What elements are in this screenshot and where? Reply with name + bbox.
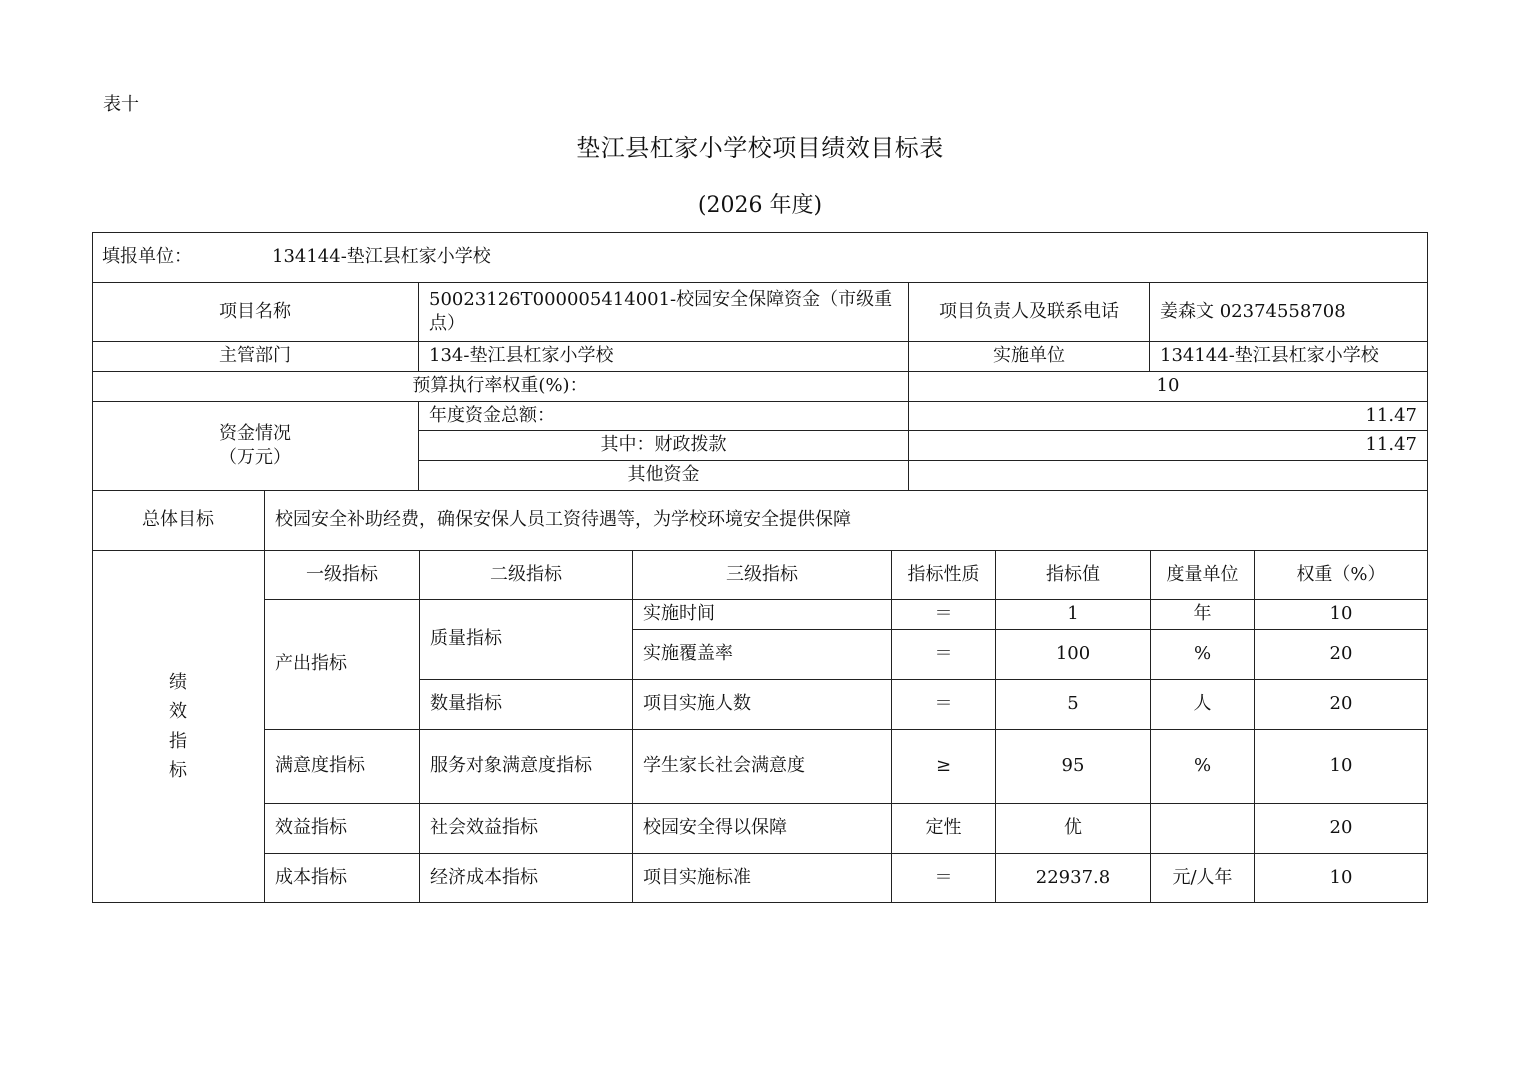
indicator-row-4-value: 95 — [996, 730, 1151, 804]
indicator-row-4-unit: % — [1151, 730, 1255, 804]
indicator-row-4-weight: 10 — [1255, 730, 1428, 804]
implementing-unit-label: 实施单位 — [909, 342, 1150, 372]
indicator-row-1-unit: 年 — [1151, 600, 1255, 630]
indicator-row-6-value: 22937.8 — [996, 854, 1151, 903]
header-level3: 三级指标 — [633, 551, 892, 600]
header-level1: 一级指标 — [265, 551, 420, 600]
funds-total-value: 11.47 — [909, 402, 1428, 431]
department-label: 主管部门 — [92, 342, 419, 372]
overall-goal-label: 总体目标 — [92, 491, 265, 551]
budget-rate-value: 10 — [909, 372, 1428, 402]
indicator-row-6-level3: 项目实施标准 — [633, 854, 892, 903]
indicator-row-2-weight: 20 — [1255, 630, 1428, 680]
indicator-row-6-nature: ＝ — [892, 854, 996, 903]
indicator-row-5-nature: 定性 — [892, 804, 996, 854]
level2-economic-cost: 经济成本指标 — [420, 854, 633, 903]
performance-target-table — [92, 232, 1428, 903]
reporting-unit-row — [92, 232, 1428, 283]
indicator-section-char-4: 标 — [169, 759, 187, 781]
header-weight: 权重（%） — [1255, 551, 1428, 600]
indicator-row-1-nature: ＝ — [892, 600, 996, 630]
indicator-row-5-unit — [1151, 804, 1255, 854]
indicator-row-3-value: 5 — [996, 680, 1151, 730]
indicator-section-char-2: 效 — [169, 701, 187, 723]
level2-service-satisfaction: 服务对象满意度指标 — [420, 730, 633, 804]
overall-goal-text: 校园安全补助经费，确保安保人员工资待遇等，为学校环境安全提供保障 — [265, 491, 1428, 551]
funds-total-label: 年度资金总额： — [419, 402, 909, 431]
indicator-section-char-3: 指 — [169, 730, 187, 752]
department-value: 134-垫江县杠家小学校 — [419, 342, 909, 372]
indicator-row-2-value: 100 — [996, 630, 1151, 680]
table-label: 表十 — [103, 94, 139, 115]
indicator-row-3-unit: 人 — [1151, 680, 1255, 730]
level2-social-benefit: 社会效益指标 — [420, 804, 633, 854]
funds-label-line2: （万元） — [219, 447, 291, 468]
page-title: 垫江县杠家小学校项目绩效目标表 — [576, 134, 944, 162]
project-contact-value: 姜森文 02374558708 — [1150, 283, 1428, 342]
funds-fiscal-label: 其中：财政拨款 — [419, 431, 909, 461]
level1-cost: 成本指标 — [265, 854, 420, 903]
header-level2: 二级指标 — [420, 551, 633, 600]
indicator-row-2-unit: % — [1151, 630, 1255, 680]
funds-label-line1: 资金情况 — [219, 422, 291, 444]
indicator-row-4-nature: ≥ — [892, 730, 996, 804]
header-nature: 指标性质 — [892, 551, 996, 600]
level2-quality: 质量指标 — [420, 600, 633, 680]
indicator-row-2-level3: 实施覆盖率 — [633, 630, 892, 680]
indicator-row-4-level3: 学生家长社会满意度 — [633, 730, 892, 804]
project-name-label: 项目名称 — [92, 283, 419, 342]
indicator-row-6-weight: 10 — [1255, 854, 1428, 903]
indicator-section-char-1: 绩 — [169, 672, 187, 694]
header-unit: 度量单位 — [1151, 551, 1255, 600]
budget-rate-label: 预算执行率权重(%)： — [92, 372, 909, 402]
indicator-row-1-level3: 实施时间 — [633, 600, 892, 630]
level2-quantity: 数量指标 — [420, 680, 633, 730]
indicator-row-5-level3: 校园安全得以保障 — [633, 804, 892, 854]
report-year: (2026 年度) — [697, 193, 823, 218]
level1-satisfaction: 满意度指标 — [265, 730, 420, 804]
project-name-value: 50023126T000005414001-校园安全保障资金（市级重点） — [419, 283, 909, 342]
indicator-row-1-value: 1 — [996, 600, 1151, 630]
funds-label — [92, 402, 419, 491]
funds-fiscal-value: 11.47 — [909, 431, 1428, 461]
funds-other-value — [909, 461, 1428, 491]
header-value: 指标值 — [996, 551, 1151, 600]
reporting-unit-label: 填报单位： — [102, 245, 192, 267]
reporting-unit-value: 134144-垫江县杠家小学校 — [272, 245, 491, 267]
level1-benefit: 效益指标 — [265, 804, 420, 854]
project-contact-label: 项目负责人及联系电话 — [909, 283, 1150, 342]
indicator-row-6-unit: 元/人年 — [1151, 854, 1255, 903]
indicator-row-3-level3: 项目实施人数 — [633, 680, 892, 730]
implementing-unit-value: 134144-垫江县杠家小学校 — [1150, 342, 1428, 372]
indicator-row-2-nature: ＝ — [892, 630, 996, 680]
indicator-row-5-value: 优 — [996, 804, 1151, 854]
indicator-row-1-weight: 10 — [1255, 600, 1428, 630]
indicator-row-3-nature: ＝ — [892, 680, 996, 730]
indicator-section-label — [92, 551, 265, 903]
indicator-row-3-weight: 20 — [1255, 680, 1428, 730]
level1-output: 产出指标 — [265, 600, 420, 730]
funds-other-label: 其他资金 — [419, 461, 909, 491]
indicator-row-5-weight: 20 — [1255, 804, 1428, 854]
